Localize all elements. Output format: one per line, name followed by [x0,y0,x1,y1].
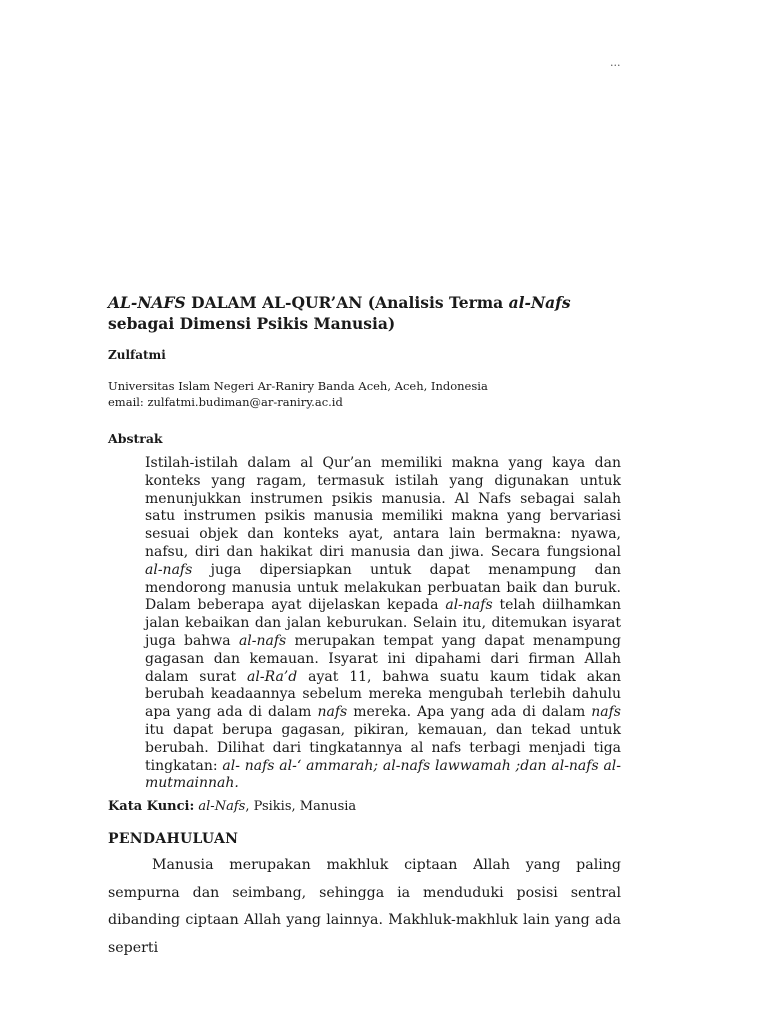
italic-term: al-nafs [445,597,493,614]
italic-term: al-Ra’d [247,668,298,685]
abstract-heading: Abstrak [108,431,163,446]
text-run: merupakan tempat yang dapat menampung gagasan dan kemauan. Isyarat ini dipahami dari firman Allah dalam surat [145,632,621,685]
text-run: Istilah-istilah dalam al Qur’an memiliki makna yang kaya dan konteks yang ragam, termasuk istilah yang digunakan untuk menunjukkan instrumen psikis manusia. Al Nafs sebagai salah satu instrumen psikis manusia memiliki makna yang bervariasi sesuai objek dan konteks ayat, antara lain bermakna: nyawa, nafsu, diri dan hakikat diri manusia dan jiwa. Secara fungsional [145,455,621,560]
italic-term: al- nafs al-‘ ammarah; al-nafs lawwamah ;dan al-nafs al-mutmainnah. [145,757,621,792]
email: email: zulfatmi.budiman@ar-raniry.ac.id [108,395,343,409]
italic-term: al-nafs [238,632,287,649]
italic-term: al-Nafs [198,799,246,814]
abstract-text [145,455,621,793]
italic-term: al-nafs [145,561,193,578]
text-run: sebagai Dimensi Psikis Manusia) [108,314,396,333]
affiliation: Universitas Islam Negeri Ar-Raniry Banda Aceh, Aceh, Indonesia [108,379,488,393]
text-run: ayat 11, bahwa suatu kaum tidak akan berubah keadaannya sebelum mereka mengubah terlebih dahulu apa yang ada di dalam [145,668,621,721]
text-run: telah diilhamkan jalan kebaikan dan jalan keburukan. Selain itu, ditemukan isyarat juga bahwa [145,597,621,649]
text-run: DALAM AL-QUR’AN (Analisis Terma [185,293,509,312]
keywords [108,799,356,814]
text-run: , Psikis, Manusia [245,799,357,814]
intro-paragraph: Manusia merupakan makhluk ciptaan Allah yang paling sempurna dan seimbang, sehingga ia menduduki posisi sentral dibanding ciptaan Allah yang lainnya. Makhluk-makhluk lain yang ada seperti [108,857,621,956]
italic-term: nafs [591,704,621,721]
author-name: Zulfatmi [108,348,166,362]
italic-term: al-Nafs [508,293,571,312]
paper-title [108,292,638,334]
text-run: itu dapat berupa gagasan, pikiran, kemauan, dan tekad untuk berubah. Dilihat dari tingkatannya al nafs terbagi menjadi tiga tingkatan: [145,721,621,774]
author-affiliation-block [108,378,488,410]
keywords-list [194,799,356,814]
header-ellipsis: ... [610,56,621,69]
italic-term: AL-NAFS [108,293,186,312]
keywords-label: Kata Kunci: [108,799,195,814]
text-run: juga dipersiapkan untuk dapat menampung dan mendorong manusia untuk melakukan perbuatan baik dan buruk. Dalam beberapa ayat dijelaskan kepada [145,561,621,614]
section-heading: PENDAHULUAN [108,831,239,847]
text-run: mereka. Apa yang ada di dalam [347,704,592,721]
italic-term: nafs [317,704,348,721]
